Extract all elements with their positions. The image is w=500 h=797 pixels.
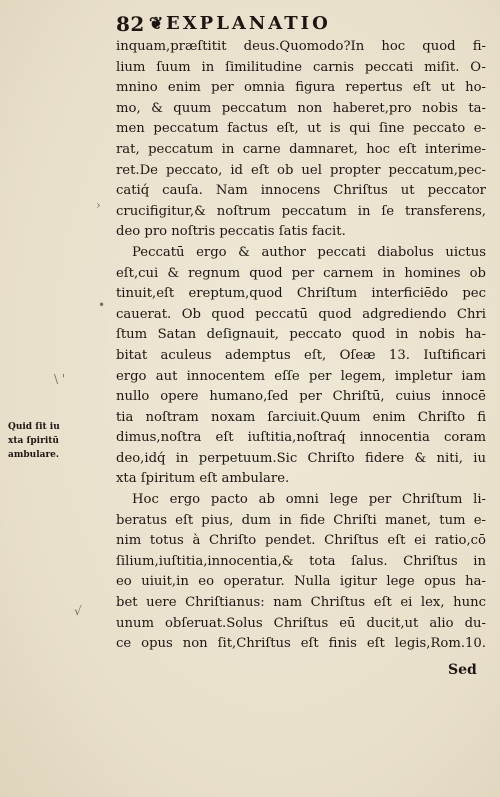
margin-note	[8, 420, 112, 462]
text-line: tia noſtram noxam ſarciuit.Quum enim Chriſto fi	[116, 409, 486, 425]
body-text	[116, 37, 486, 655]
text-line: lium ſuum in ſimilitudine carnis peccati miſit. O-	[116, 59, 486, 75]
margin-note-line: Quid ſit iu	[8, 422, 60, 432]
text-line: ce opus non ſit,Chriſtus eſt finis eſt legis,Rom.10.	[116, 636, 486, 652]
folio-number: 82	[116, 12, 145, 36]
running-head	[116, 12, 496, 36]
catchword: Sed	[448, 662, 477, 678]
text-line: ſtum Satan deſignauit, peccato quod in nobis ha-	[116, 327, 486, 343]
text-line: tinuit,eſt ereptum,quod Chriſtum interficiēdo pec	[116, 286, 486, 302]
text-line: unum obſeruat.Solus Chriſtus eū ducit,ut alio du-	[116, 615, 486, 631]
text-line: rat, peccatum in carne damnaret, hoc eſt interime-	[116, 141, 486, 157]
text-line: xta ſpiritum eſt ambulare.	[116, 471, 290, 487]
text-line: Hoc ergo pacto ab omni lege per Chriſtum li-	[132, 492, 486, 508]
ink-mark: √	[74, 604, 82, 618]
text-line: ret.De peccato, id eſt ob uel propter peccatum,pec-	[116, 162, 486, 178]
text-line: mo, & quum peccatum non haberet,pro nobis ta-	[116, 100, 486, 116]
text-line: deo,idq́ in perpetuum.Sic Chriſto fidere & niti, iu	[116, 450, 486, 466]
text-line: ſilium,iuſtitia,innocentia,& tota ſalus. Chriſtus in	[116, 553, 486, 569]
text-line: beratus eſt pius, dum in fide Chriſti manet, tum e-	[116, 512, 486, 528]
text-line: Peccatū ergo & author peccati diabolus uictus	[132, 244, 486, 260]
text-line: men peccatum factus eſt, ut is qui ſine peccato e-	[116, 121, 486, 137]
text-line: eo uiuit,in eo operatur. Nulla igitur lege opus ha-	[116, 574, 486, 590]
margin-note-line: ambulare.	[8, 450, 60, 460]
text-line: crucifigitur,& noſtrum peccatum in ſe transferens,	[116, 203, 486, 219]
running-title: EXPLANATIO	[166, 13, 331, 34]
text-line: nim totus à Chriſto pendet. Chriſtus eſt ei ratio,cō	[116, 533, 486, 549]
text-line: catiq́ cauſa. Nam innocens Chriſtus ut peccator	[116, 183, 486, 199]
text-line: bitat aculeus ademptus eſt, Oſeæ 13. Iuſtificari	[116, 347, 486, 363]
text-line: dimus,noſtra eſt iuſtitia,noſtraq́ innocentia coram	[116, 430, 486, 446]
ink-mark: ›	[96, 198, 101, 212]
ink-mark: •	[98, 298, 106, 312]
ink-mark: \ '	[54, 372, 66, 386]
text-line: bet uere Chriſtianus: nam Chriſtus eſt ei lex, hunc	[116, 595, 486, 611]
text-line: mnino enim per omnia figura repertus eſt ut ho-	[116, 80, 486, 96]
fleuron-icon: ❦	[149, 14, 164, 34]
text-line: cauerat. Ob quod peccatū quod adgrediendo Chri	[116, 306, 486, 322]
text-line: eſt,cui & regnum quod per carnem in homines ob	[116, 265, 486, 281]
text-line: deo pro noſtris peccatis ſatis facit.	[116, 224, 346, 240]
margin-note-line: xta ſpiritū	[8, 436, 59, 446]
text-line: inquam,præſtitit deus.Quomodo?In hoc quod fi-	[116, 39, 486, 54]
text-line: nullo opere humano,ſed per Chriſtū, cuius innocē	[116, 389, 486, 405]
text-line: ergo aut innocentem eſſe per legem, impletur iam	[116, 368, 486, 384]
